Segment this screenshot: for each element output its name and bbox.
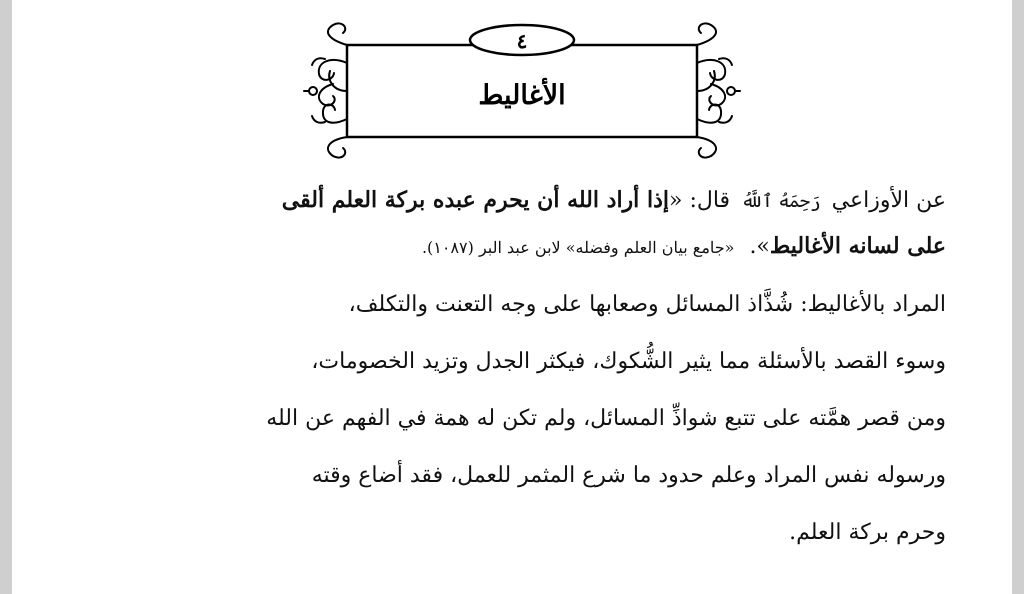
narrator-text: عن الأوزاعي xyxy=(831,188,946,213)
honorific-text: رَحِمَهُ ٱللَّهُ xyxy=(741,191,821,212)
explanation-line-5: وحرم بركة العلم. xyxy=(789,520,946,545)
quote-line-2 xyxy=(66,224,946,268)
quote-part-2: على لسانه الأغاليط xyxy=(769,233,946,259)
close-quote-mark: ». xyxy=(749,234,770,259)
said-text: قال: xyxy=(689,188,731,213)
explanation-line-2: وسوء القصد بالأسئلة مما يثير الشُّكوك، فيكثر الجدل وتزيد الخصومات، xyxy=(311,349,946,374)
source-citation: «جامع بيان العلم وفضله» لابن عبد البر (١٠٨٧). xyxy=(421,238,735,257)
left-ornament-icon xyxy=(304,23,347,157)
chapter-header-frame xyxy=(302,18,742,168)
quote-line-1 xyxy=(66,176,946,224)
right-ornament-icon xyxy=(697,23,740,157)
explanation-line-1: المراد بالأغاليط: شُذَّاذ المسائل وصعابها على وجه التعنت والتكلف، xyxy=(348,292,946,317)
chapter-title: الأغاليط xyxy=(478,80,566,111)
chapter-body xyxy=(66,176,946,561)
book-page xyxy=(12,0,1012,594)
explanation-line-4: ورسوله نفس المراد وعلم حدود ما شرع المثمر للعمل، فقد أضاع وقته xyxy=(311,463,946,488)
quote-part-1: إذا أراد الله أن يحرم عبده بركة العلم ألقى xyxy=(281,187,669,213)
explanation-line-3: ومن قصر همَّته على تتبع شواذِّ المسائل، ولم تكن له همة في الفهم عن الله xyxy=(266,406,946,431)
chapter-number: ٤ xyxy=(516,29,528,53)
open-quote-mark: « xyxy=(668,188,683,213)
